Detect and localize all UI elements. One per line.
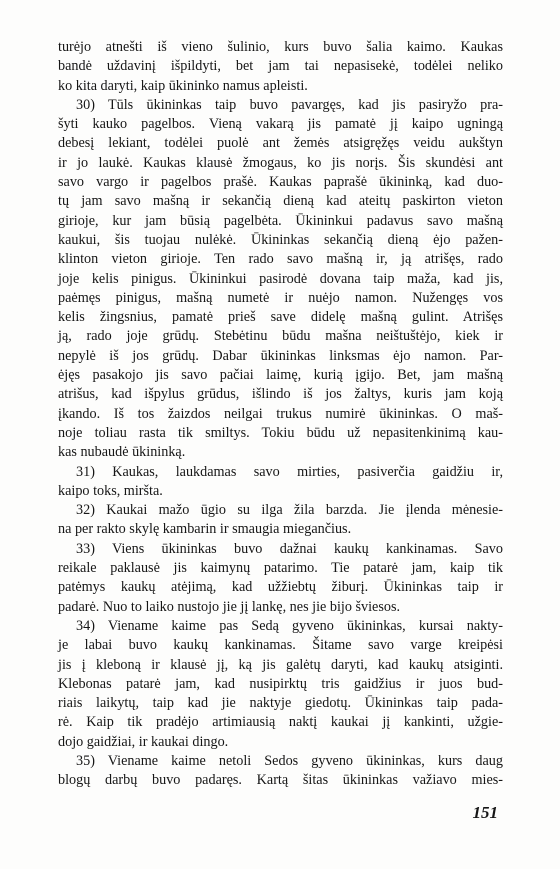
- text-line: riais laikytų, taip kad jie naktyje giedotų. Ūkininkas taip pada-: [58, 695, 503, 712]
- text-line: atrišus, kad išpylus grūdus, išlindo iš jos žaltys, kuris jam koją: [58, 386, 503, 403]
- text-line: ją, rado joje grūdų. Stebėtinu būdu mašna neištuštėjo, kiek ir: [58, 328, 503, 345]
- text-line: padarė. Nuo to laiko nustojo jie jį lankę, nes jie bijo šviesos.: [58, 598, 401, 615]
- page-number: 151: [472, 803, 498, 822]
- text-line: debesį lekiant, todėlei puolė ant žemės atsigręžęs veidu aukštyn: [58, 135, 503, 152]
- text-line: ir jo laukė. Kaukas klausė žmogaus, ko jis norįs. Šis skundėsi ant: [58, 154, 503, 171]
- text-line: turėjo atnešti iš vieno šulinio, kurs buvo šalia kaimo. Kaukas: [58, 39, 503, 55]
- text-line: 32) Kaukai mažo ūgio su ilga žila barzda. Jie įlenda mėnesie-: [76, 502, 503, 519]
- text-line: ėjęs pasakojo jis savo pačiai laimę, kurią įgijo. Bet, jam mašną: [58, 367, 503, 384]
- text-line: šyti kauko pagelbos. Vieną vakarą jis pamatė jį kaipo ugningą: [58, 116, 503, 133]
- text-line: 31) Kaukas, laukdamas savo mirties, pasiverčia gaidžiu ir,: [76, 463, 503, 480]
- text-line: ko kita daryti, kaip ūkininko namus apleisti.: [58, 77, 308, 94]
- text-line: įkando. Iš tos žaizdos neilgai trukus numirė ūkininkas. O maš-: [58, 405, 503, 422]
- text-line: blogų darbų buvo padaręs. Kartą šitas ūkininkas važiavo mies-: [58, 772, 503, 789]
- text-line: bandė uždavinį išpildyti, bet jam tai nepasisekė, todėlei neliko: [58, 58, 503, 75]
- text-line: kelis žingsnius, pamatė prieš save didelę mašną gulint. Atrišęs: [58, 309, 503, 326]
- body-text: [58, 38, 503, 791]
- text-line: paėmęs pinigus, mašną numetė ir nuėjo namon. Nužengęs vos: [58, 289, 503, 306]
- text-line: 34) Viename kaime pas Sedą gyveno ūkininkas, kursai nakty-: [76, 617, 503, 634]
- text-line: savo vargo ir pagelbos prašė. Kaukas paprašė ūkininką, kad duo-: [58, 174, 503, 191]
- text-line: na per rakto skylę kambarin ir smaugia miegančius.: [58, 521, 352, 538]
- text-line: kaukui, šis tuojau nulėkė. Ūkininkas sekančią dieną ėjo pažen-: [58, 231, 503, 248]
- text-line: je labai buvo kaukų kankinamas. Šitame savo varge kreipėsi: [58, 637, 503, 654]
- text-line: rė. Kaip tik pradėjo artimiausią naktį kaukai jį kankinti, užgie-: [58, 714, 503, 731]
- text-line: noje toliau rasta tik smiltys. Tokiu būdu už nepasitenkinimą kau-: [58, 424, 503, 441]
- text-line: 35) Viename kaime netoli Sedos gyveno ūkininkas, kurs daug: [76, 752, 503, 769]
- text-line: kaipo toks, miršta.: [58, 482, 163, 499]
- text-line: patėmys kaukų atėjimą, kad užžiebtų žiburį. Ūkininkas taip ir: [58, 579, 503, 596]
- text-line: girioje, kur jam būsią pagelbėta. Ūkininkui padavus savo mašną: [58, 212, 503, 229]
- text-line: reikale paklausė jis kaimynų patarimo. Tie patarė jam, kaip tik: [58, 560, 503, 577]
- text-line: kas nubaudė ūkininką.: [58, 444, 186, 461]
- text-line: 30) Tūls ūkininkas taip buvo pavargęs, kad jis pasiryžo pra-: [76, 96, 503, 113]
- text-line: joje kelis pinigus. Ūkininkui pasirodė dovana taip maža, kad jis,: [58, 270, 503, 287]
- text-line: Klebonas patarė jam, kad nusipirktų tris gaidžius ir juos bud-: [58, 675, 503, 692]
- text-line: nepylė iš jos grūdų. Dabar ūkininkas linksmas ėjo namon. Par-: [58, 347, 503, 364]
- text-line: 33) Viens ūkininkas buvo dažnai kaukų kankinamas. Savo: [76, 540, 503, 557]
- text-line: dojo gaidžiai, ir kaukai dingo.: [58, 733, 229, 750]
- text-line: jis į kleboną ir klausė jį, ką jis galėtų daryti, kad kaukų atsiginti.: [58, 656, 503, 673]
- text-line: klinton vieton girioje. Ten rado savo mašną ir, ją atrišęs, rado: [58, 251, 503, 268]
- text-line: tų jam savo mašną ir sekančią dieną kad ateitų paskirton vieton: [58, 193, 503, 210]
